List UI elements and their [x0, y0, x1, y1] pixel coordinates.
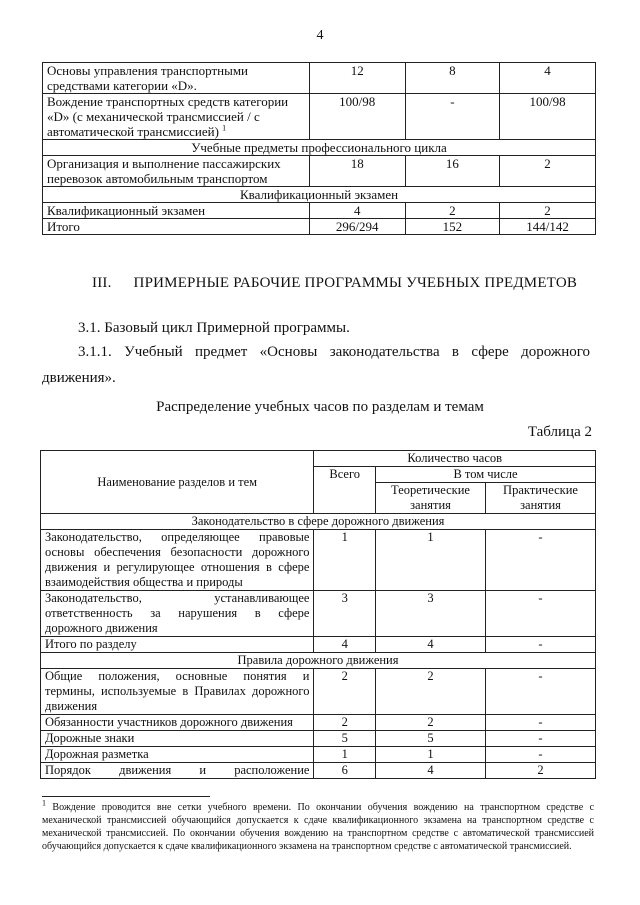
header-total: Всего	[314, 467, 376, 514]
paragraph-3-1-1: 3.1.1. Учебный предмет «Основы законодательства в сфере дорожного	[78, 344, 590, 360]
hours-theory: 2	[376, 715, 486, 731]
header-row	[41, 451, 596, 467]
hours-total: 4	[309, 203, 405, 219]
section-heading-text: ПРИМЕРНЫЕ РАБОЧИЕ ПРОГРАММЫ УЧЕБНЫХ ПРЕДМЕТОВ	[133, 275, 578, 291]
table-number: Таблица 2	[527, 424, 592, 440]
hours-theory: 152	[405, 219, 499, 235]
topic-name: Итого по разделу	[41, 637, 314, 653]
hours-practice: -	[485, 747, 595, 763]
hours-practice: 2	[500, 203, 596, 219]
paragraph-3-1: 3.1. Базовый цикл Примерной программы.	[78, 320, 350, 336]
subject-name: Итого	[43, 219, 310, 235]
topic-name: Законодательство, определяющее правовые основы обеспечения безопасности дорожного движения и регулирующее отношения в сфере взаимодействия общества и природы	[41, 530, 314, 591]
table-row	[41, 591, 596, 637]
total-row	[43, 219, 596, 235]
hours-practice: -	[485, 591, 595, 637]
table-caption: Распределение учебных часов по разделам и темам	[156, 399, 484, 415]
section-row	[41, 514, 596, 530]
hours-theory: 2	[405, 203, 499, 219]
footnote-mark[interactable]: 1	[222, 123, 227, 133]
hours-theory: 4	[376, 637, 486, 653]
topic-name: Дорожная разметка	[41, 747, 314, 763]
topic-name: Обязанности участников дорожного движения	[41, 715, 314, 731]
section-row	[43, 140, 596, 156]
table-row	[43, 156, 596, 187]
hours-total: 1	[314, 530, 376, 591]
subtotal-row	[41, 637, 596, 653]
hours-theory: 1	[376, 530, 486, 591]
section-title: Правила дорожного движения	[41, 653, 596, 669]
topic-name: Законодательство, устанавливающее ответственность за нарушения в сфере дорожного движения	[41, 591, 314, 637]
hours-practice: -	[485, 669, 595, 715]
hours-practice: 144/142	[500, 219, 596, 235]
hours-theory: -	[405, 94, 499, 140]
footnote	[42, 798, 595, 853]
table-row	[41, 763, 596, 779]
hours-practice: 4	[500, 63, 596, 94]
section-row	[41, 653, 596, 669]
topic-name: Дорожные знаки	[41, 731, 314, 747]
header-including: В том числе	[376, 467, 596, 483]
hours-practice: -	[485, 731, 595, 747]
hours-total: 100/98	[309, 94, 405, 140]
section-heading	[92, 275, 577, 292]
subject-name: Организация и выполнение пассажирских перевозок автомобильным транспортом	[43, 156, 310, 187]
hours-practice: -	[485, 530, 595, 591]
table-row	[43, 63, 596, 94]
table-row	[43, 203, 596, 219]
footnote-mark: 1	[42, 798, 46, 808]
hours-total: 1	[314, 747, 376, 763]
section-row	[43, 187, 596, 203]
header-hours: Количество часов	[314, 451, 596, 467]
table-row	[41, 669, 596, 715]
table-row	[41, 731, 596, 747]
subject-name: Основы управления транспортными средствами категории «D».	[43, 63, 310, 94]
hours-theory: 5	[376, 731, 486, 747]
hours-practice: -	[485, 715, 595, 731]
header-name: Наименование разделов и тем	[41, 451, 314, 514]
header-practice: Практические занятия	[485, 483, 595, 514]
footnote-divider	[42, 796, 210, 797]
hours-theory: 4	[376, 763, 486, 779]
hours-total: 6	[314, 763, 376, 779]
paragraph-3-1-1-continued: движения».	[42, 370, 116, 386]
section-number: III.	[92, 275, 112, 291]
hours-total: 296/294	[309, 219, 405, 235]
topic-name: Порядок движения и расположение	[41, 763, 314, 779]
subject-name: Квалификационный экзамен	[43, 203, 310, 219]
table-row	[41, 715, 596, 731]
table-row	[43, 94, 596, 140]
section-title: Квалификационный экзамен	[43, 187, 596, 203]
topic-name: Общие положения, основные понятия и термины, используемые в Правилах дорожного движения	[41, 669, 314, 715]
table-row	[41, 530, 596, 591]
hours-total: 3	[314, 591, 376, 637]
hours-total: 4	[314, 637, 376, 653]
footnote-text: Вождение проводится вне сетки учебного времени. По окончании обучения вождению на транспортном средстве с механической трансмиссией обучающийся допускается к сдаче квалификационного экзамена на транспортном средстве с механической трансмиссией. По окончании обучения вождению на транспортном средстве с автоматической трансмиссией обучающийся допускается к сдаче квалификационного экзамена на транспортном средстве с автоматической трансмиссией.	[42, 802, 595, 852]
section-title: Законодательство в сфере дорожного движения	[41, 514, 596, 530]
hours-practice: -	[485, 637, 595, 653]
hours-distribution-table	[40, 450, 596, 779]
subject-name-text: Вождение транспортных средств категории «D» (с механической трансмиссией / с автоматической трансмиссией)	[47, 94, 289, 139]
hours-theory: 2	[376, 669, 486, 715]
hours-theory: 3	[376, 591, 486, 637]
header-theory: Теоретические занятия	[376, 483, 486, 514]
hours-practice: 100/98	[500, 94, 596, 140]
subject-name	[43, 94, 310, 140]
hours-theory: 16	[405, 156, 499, 187]
hours-total: 12	[309, 63, 405, 94]
hours-total: 5	[314, 731, 376, 747]
table-row	[41, 747, 596, 763]
curriculum-table-continued	[42, 62, 596, 235]
hours-theory: 1	[376, 747, 486, 763]
hours-theory: 8	[405, 63, 499, 94]
section-title: Учебные предметы профессионального цикла	[43, 140, 596, 156]
hours-practice: 2	[500, 156, 596, 187]
hours-total: 18	[309, 156, 405, 187]
hours-total: 2	[314, 669, 376, 715]
hours-total: 2	[314, 715, 376, 731]
page-number: 4	[316, 28, 324, 43]
hours-practice: 2	[485, 763, 595, 779]
